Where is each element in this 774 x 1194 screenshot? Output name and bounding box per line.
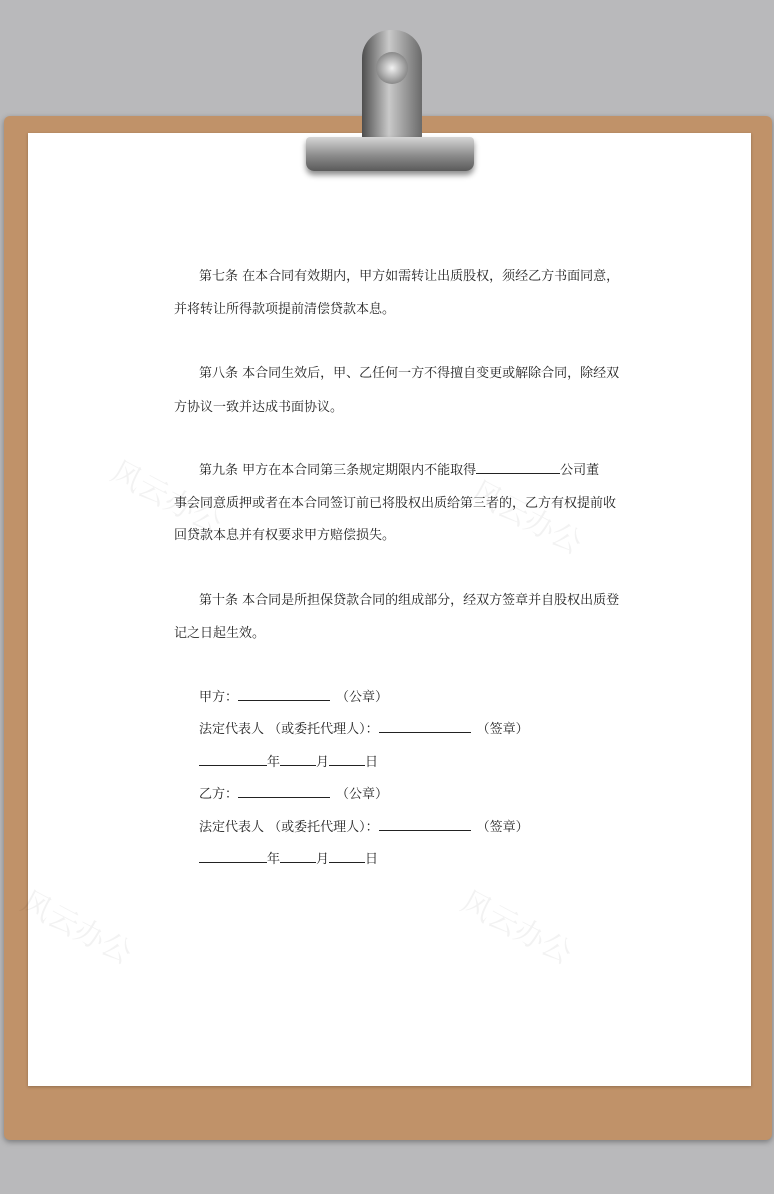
party-a-blank[interactable] [238,688,330,701]
date-a-day: 日 [365,755,379,770]
rep-a-blank[interactable] [379,720,471,733]
clause-9-line-2: 事会同意质押或者在本合同签订前已将股权出质给第三者的，乙方有权提前收 [174,496,617,511]
clause-10-line-1: 第十条 本合同是所担保贷款合同的组成部分，经双方签章并自股权出质登 [199,593,620,608]
watermark-4: 风云办公 [455,884,578,972]
binder-clip-rivet [376,52,408,84]
date-b-year-blank[interactable] [199,850,267,863]
party-a-label: 甲方： [199,690,239,705]
date-a-day-blank[interactable] [329,753,365,766]
date-a-row [199,751,378,770]
clause-9-text-a: 第九条 甲方在本合同第三条规定期限内不能取得 [199,463,477,478]
date-b-year: 年 [267,852,281,867]
party-b-blank[interactable] [238,785,330,798]
watermark-2: 风云办公 [465,474,588,562]
watermark-3: 风云办公 [15,884,138,972]
party-b-label: 乙方： [199,787,239,802]
rep-b-label: 法定代表人 （或委托代理人）： [199,820,379,835]
company-name-blank[interactable] [476,461,560,474]
date-a-month: 月 [316,755,330,770]
clause-9-line-3: 回贷款本息并有权要求甲方赔偿损失。 [174,528,396,543]
rep-a-label: 法定代表人 （或委托代理人）： [199,722,379,737]
party-a-stamp: （公章） [336,690,389,705]
party-b-row [199,783,388,802]
date-b-row [199,848,378,867]
clause-9-line-1 [199,459,599,478]
clause-8-line-2: 方协议一致并达成书面协议。 [174,400,344,415]
date-b-day-blank[interactable] [329,850,365,863]
binder-clip-base [306,137,474,171]
clause-9-text-b: 公司董 [560,463,600,478]
party-a-row [199,686,388,705]
party-b-stamp: （公章） [336,787,389,802]
clause-10-line-2: 记之日起生效。 [174,626,266,641]
rep-b-stamp: （签章） [476,820,529,835]
rep-b-row [199,816,529,835]
date-b-month-blank[interactable] [280,850,316,863]
clause-8-line-1: 第八条 本合同生效后，甲、乙任何一方不得擅自变更或解除合同，除经双 [199,366,620,381]
watermark-1: 风云办公 [105,454,228,542]
date-a-month-blank[interactable] [280,753,316,766]
clause-7-line-2: 并将转让所得款项提前清偿贷款本息。 [174,302,396,317]
rep-a-row [199,718,529,737]
binder-clip-arm [362,30,422,142]
clause-7-line-1: 第七条 在本合同有效期内，甲方如需转让出质股权，须经乙方书面同意， [199,269,620,284]
date-b-month: 月 [316,852,330,867]
date-a-year: 年 [267,755,281,770]
rep-a-stamp: （签章） [476,722,529,737]
date-b-day: 日 [365,852,379,867]
date-a-year-blank[interactable] [199,753,267,766]
rep-b-blank[interactable] [379,818,471,831]
